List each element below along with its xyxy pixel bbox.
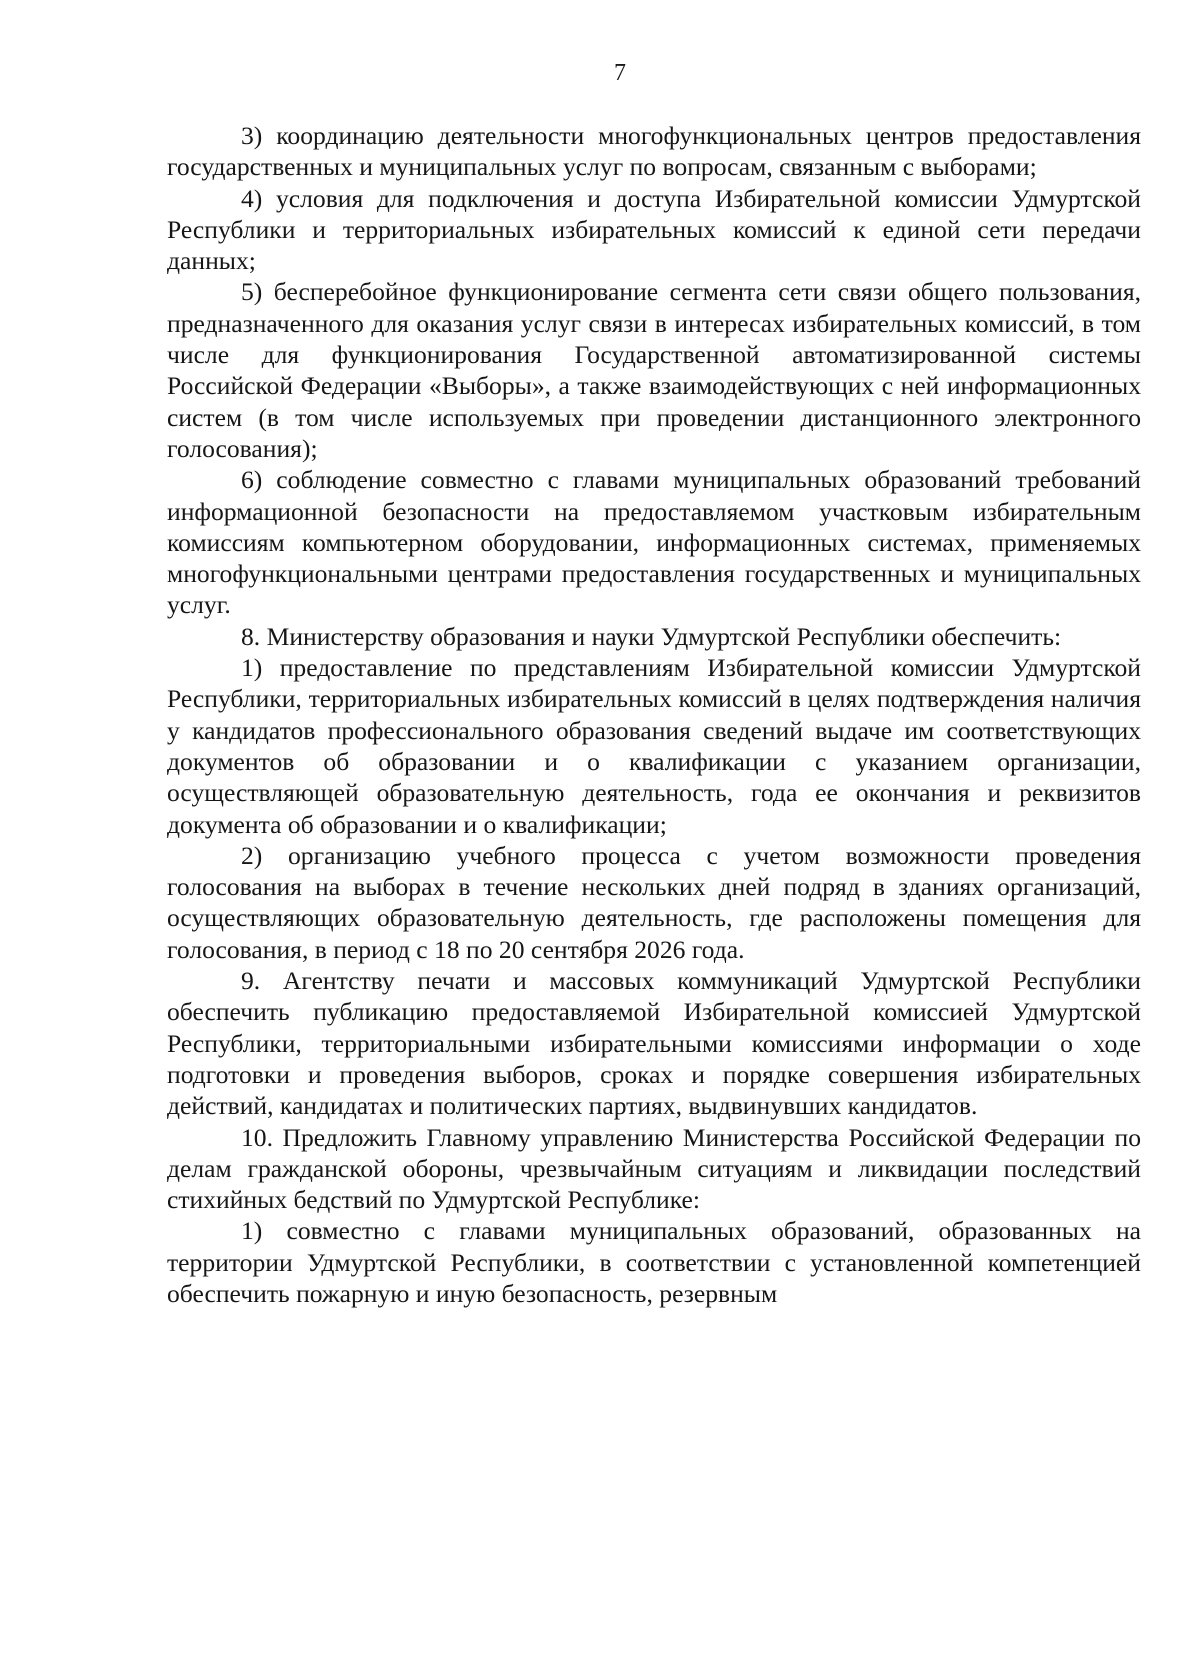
page-number: 7	[614, 60, 626, 86]
paragraph-item-4-network-access: 4) условия для подключения и доступа Избирательной комиссии Удмуртской Республики и территориальных избирательных комиссий к единой сети передачи данных;	[167, 183, 1141, 276]
paragraph-item-2-educational-process: 2) организацию учебного процесса с учетом возможности проведения голосования на выборах в течение нескольких дней подряд в зданиях организаций, осуществляющих образовательную деятельность, где расположены помещения для голосования, в период с 18 по 20 сентября 2026 года.	[167, 840, 1141, 964]
paragraph-item-5-communication-segment: 5) бесперебойное функционирование сегмента сети связи общего пользования, предназначенного для оказания услуг связи в интересах избирательных комиссий, в том числе для функционирования Государственной автоматизированной системы Российской Федерации «Выборы», а также взаимодействующих с ней информационных систем (в том числе используемых при проведении дистанционного электронного голосования);	[167, 277, 1141, 463]
paragraph-section-10-emergency-ministry: 10. Предложить Главному управлению Министерства Российской Федерации по делам гражданской обороны, чрезвычайным ситуациям и ликвидации последствий стихийных бедствий по Удмуртской Республике:	[167, 1122, 1141, 1215]
paragraph-item-1-fire-safety: 1) совместно с главами муниципальных образований, образованных на территории Удмуртской Республики, в соответствии с установленной компетенцией обеспечить пожарную и иную безопасность, резервным	[167, 1216, 1141, 1308]
document-body	[167, 120, 1141, 1309]
paragraph-item-6-information-security: 6) соблюдение совместно с главами муниципальных образований требований информационной безопасности на предоставляемом участковым избирательным комиссиям компьютерном оборудовании, информационных системах, применяемых многофункциональными центрами предоставления государственных и муниципальных услуг.	[167, 465, 1141, 620]
paragraph-section-9-press-agency: 9. Агентству печати и массовых коммуникаций Удмуртской Республики обеспечить публикацию предоставляемой Избирательной комиссией Удмуртской Республики, территориальными избирательными комиссиями информации о ходе подготовки и проведения выборов, сроках и порядке совершения избирательных действий, кандидатах и политических партиях, выдвинувших кандидатов.	[167, 966, 1141, 1121]
paragraph-section-8-ministry-education: 8. Министерству образования и науки Удмуртской Республики обеспечить:	[241, 621, 1062, 651]
paragraph-item-3-coordination: 3) координацию деятельности многофункциональных центров предоставления государственных и муниципальных услуг по вопросам, связанным с выборами;	[167, 121, 1141, 182]
paragraph-item-1-education-info: 1) предоставление по представлениям Избирательной комиссии Удмуртской Республики, территориальных избирательных комиссий в целях подтверждения наличия у кандидатов профессионального образования сведений выдаче им соответствующих документов об образовании и о квалификации с указанием организации, осуществляющей образовательную деятельность, года ее окончания и реквизитов документа об образовании и о квалификации;	[167, 653, 1141, 839]
